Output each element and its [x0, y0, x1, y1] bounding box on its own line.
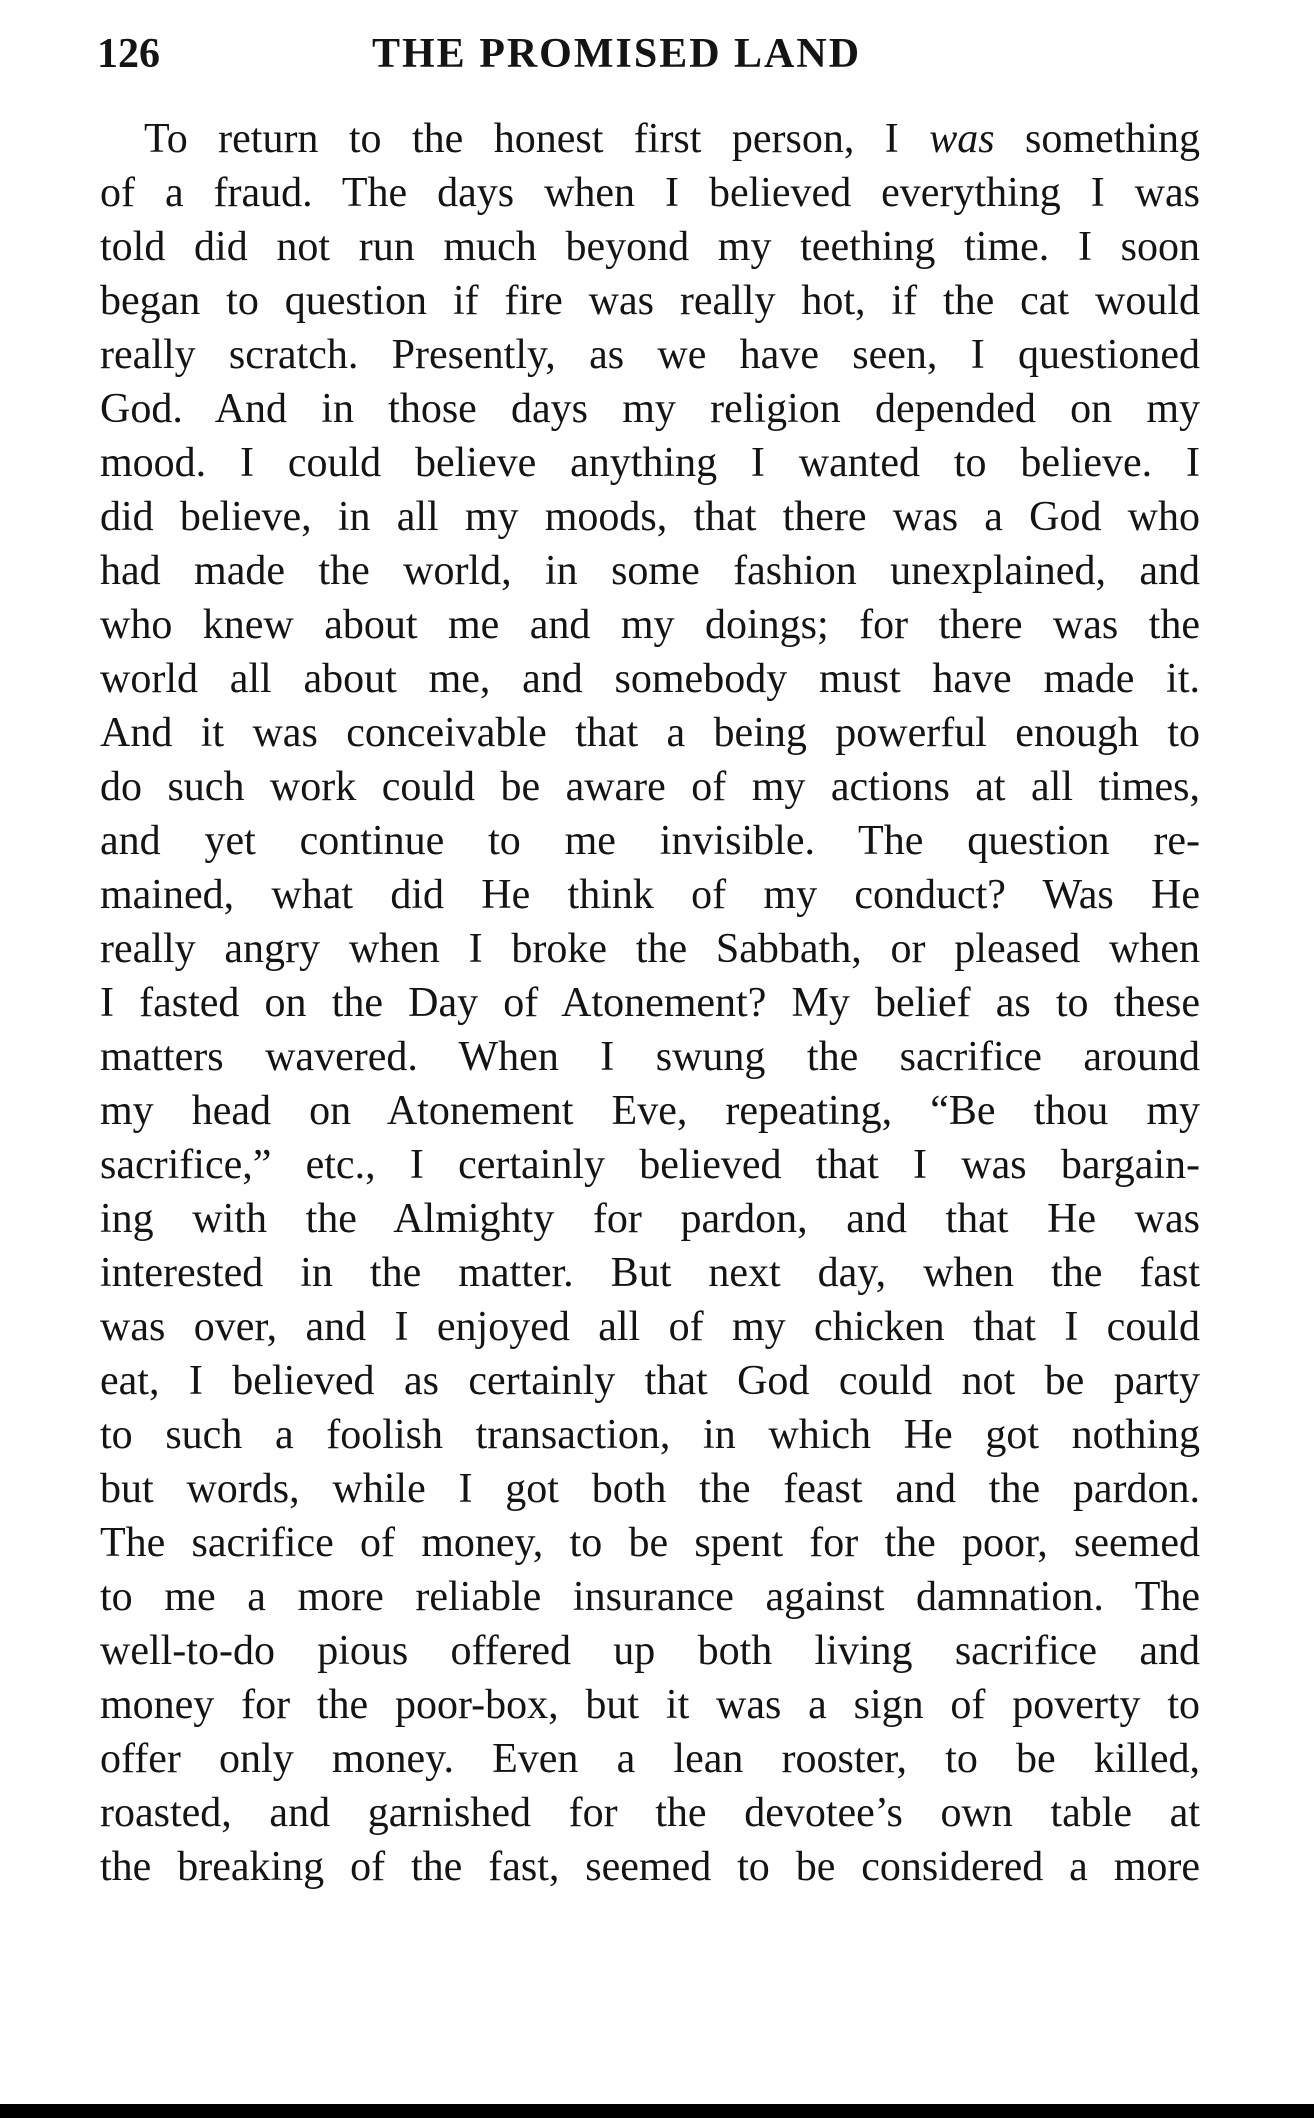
text-line-segment: eat, I believed as certainly that God could not be party	[100, 1358, 1200, 1404]
text-line	[100, 1300, 1200, 1354]
text-line	[100, 436, 1200, 490]
text-line-segment: ing with the Almighty for pardon, and that He was	[100, 1196, 1200, 1242]
text-line	[100, 544, 1200, 598]
text-line	[100, 760, 1200, 814]
running-head: THE PROMISED LAND	[372, 31, 862, 77]
body-text	[100, 112, 1200, 1894]
text-line	[100, 868, 1200, 922]
text-line	[100, 706, 1200, 760]
text-line-segment: The sacrifice of money, to be spent for the poor, seemed	[100, 1520, 1200, 1566]
text-line	[100, 1192, 1200, 1246]
text-line-segment: told did not run much beyond my teething time. I soon	[100, 224, 1200, 270]
text-line-segment: interested in the matter. But next day, when the fast	[100, 1250, 1200, 1296]
text-line-segment: And it was conceivable that a being powerful enough to	[100, 710, 1200, 756]
text-line	[100, 1678, 1200, 1732]
text-line-segment: who knew about me and my doings; for there was the	[100, 602, 1200, 648]
text-line-segment: my head on Atonement Eve, repeating, “Be thou my	[100, 1088, 1200, 1134]
text-line	[100, 382, 1200, 436]
text-line	[100, 220, 1200, 274]
text-line	[100, 652, 1200, 706]
text-line	[100, 1246, 1200, 1300]
text-line	[100, 112, 1200, 166]
text-line	[100, 598, 1200, 652]
text-line-segment: really angry when I broke the Sabbath, or pleased when	[100, 926, 1200, 972]
text-line	[100, 976, 1200, 1030]
text-line	[100, 1624, 1200, 1678]
text-line	[100, 1786, 1200, 1840]
text-line	[100, 166, 1200, 220]
text-line-segment: I fasted on the Day of Atonement? My belief as to these	[100, 980, 1200, 1026]
text-line	[100, 922, 1200, 976]
text-line-segment: and yet continue to me invisible. The question re-	[100, 818, 1200, 864]
text-line-segment: did believe, in all my moods, that there was a God who	[100, 494, 1200, 540]
text-line	[100, 1030, 1200, 1084]
text-line	[100, 490, 1200, 544]
text-line-segment: began to question if fire was really hot, if the cat would	[100, 278, 1200, 324]
text-line-segment: sacrifice,” etc., I certainly believed that I was bargain-	[100, 1142, 1200, 1188]
text-line	[100, 1354, 1200, 1408]
text-line-segment: of a fraud. The days when I believed everything I was	[100, 170, 1200, 216]
text-line-segment: the breaking of the fast, seemed to be considered a more	[100, 1844, 1200, 1890]
text-line-segment: mood. I could believe anything I wanted to believe. I	[100, 440, 1200, 486]
text-line	[100, 814, 1200, 868]
text-line	[100, 1732, 1200, 1786]
bottom-edge-rule	[0, 2104, 1314, 2118]
text-line-segment: well-to-do pious offered up both living sacrifice and	[100, 1628, 1200, 1674]
text-line	[100, 274, 1200, 328]
text-line-segment: to me a more reliable insurance against damnation. The	[100, 1574, 1200, 1620]
text-line-segment: something	[994, 116, 1200, 162]
text-line	[100, 1570, 1200, 1624]
text-line	[100, 1462, 1200, 1516]
text-line-segment: offer only money. Even a lean rooster, to be killed,	[100, 1736, 1200, 1782]
text-line	[100, 1138, 1200, 1192]
text-line-segment: God. And in those days my religion depended on my	[100, 386, 1200, 432]
text-line-segment: money for the poor-box, but it was a sign of poverty to	[100, 1682, 1200, 1728]
text-line-segment: To return to the honest first person, I	[144, 116, 930, 162]
text-line-segment: roasted, and garnished for the devotee’s own table at	[100, 1790, 1200, 1836]
text-line-segment: had made the world, in some fashion unexplained, and	[100, 548, 1200, 594]
text-line-segment: was over, and I enjoyed all of my chicken that I could	[100, 1304, 1200, 1350]
text-line-segment: mained, what did He think of my conduct? Was He	[100, 872, 1200, 918]
italic-emphasis: was	[929, 116, 995, 162]
text-line-segment: world all about me, and somebody must have made it.	[100, 656, 1200, 702]
text-line	[100, 1084, 1200, 1138]
text-line	[100, 328, 1200, 382]
text-line-segment: but words, while I got both the feast and the pardon.	[100, 1466, 1200, 1512]
text-line-segment: matters wavered. When I swung the sacrifice around	[100, 1034, 1200, 1080]
text-line-segment: do such work could be aware of my actions at all times,	[100, 764, 1200, 810]
text-line	[100, 1516, 1200, 1570]
text-line	[100, 1408, 1200, 1462]
page-header	[97, 26, 1197, 82]
page-number: 126	[97, 31, 160, 77]
text-line-segment: to such a foolish transaction, in which He got nothing	[100, 1412, 1200, 1458]
text-line-segment: really scratch. Presently, as we have seen, I questioned	[100, 332, 1200, 378]
text-line	[100, 1840, 1200, 1894]
